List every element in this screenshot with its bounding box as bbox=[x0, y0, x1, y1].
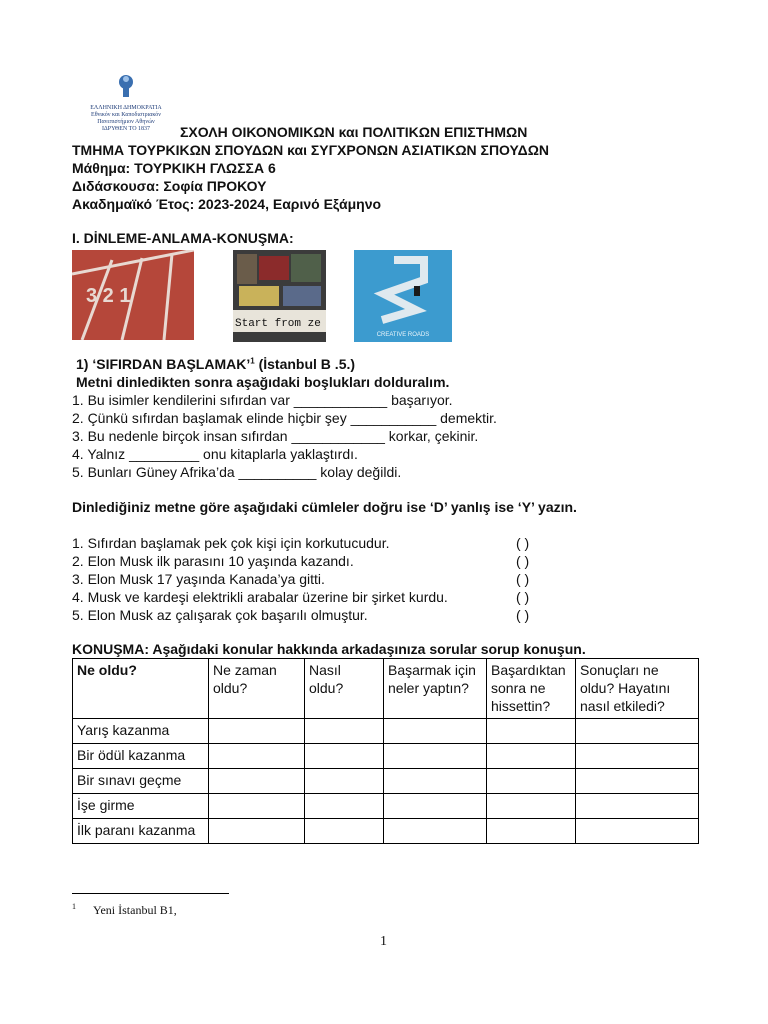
athena-emblem-icon bbox=[72, 70, 180, 100]
table-row bbox=[73, 819, 699, 844]
fill-blank-item: 4. Yalnız _________ onu kitaplarla yaklaştırdı. bbox=[72, 446, 358, 462]
true-false-item: 2. Elon Musk ilk parasını 10 yaşında kazandı. bbox=[72, 553, 354, 569]
answer-cell[interactable] bbox=[305, 819, 384, 844]
track-numbers: 3 2 1 bbox=[86, 285, 131, 307]
graffiti-image bbox=[233, 250, 326, 342]
true-false-item: 4. Musk ve kardeşi elektrikli arabalar üzerine bir şirket kurdu. bbox=[72, 589, 448, 605]
answer-cell[interactable] bbox=[384, 719, 487, 744]
table-header-cell: Başarmak için neler yaptın? bbox=[384, 659, 487, 719]
answer-box[interactable]: ( ) bbox=[516, 553, 530, 569]
logo-text-line: ΙΔΡΥΘΕΝ ΤΟ 1837 bbox=[101, 126, 151, 132]
speaking-instruction: KONUŞMA: Aşağıdaki konular hakkında arkadaşınıza sorular sorup konuşun. bbox=[72, 641, 586, 657]
answer-cell[interactable] bbox=[576, 719, 699, 744]
answer-cell[interactable] bbox=[487, 794, 576, 819]
answer-cell[interactable] bbox=[305, 719, 384, 744]
answer-cell[interactable] bbox=[209, 794, 305, 819]
answer-cell[interactable] bbox=[384, 769, 487, 794]
exercise-instruction: Metni dinledikten sonra aşağıdaki boşlukları dolduralım. bbox=[76, 374, 450, 390]
answer-cell[interactable] bbox=[487, 769, 576, 794]
true-false-item: 3. Elon Musk 17 yaşında Kanada’ya gitti. bbox=[72, 571, 325, 587]
book-caption: CREATIVE ROADS bbox=[376, 332, 430, 338]
footnote-text: Yeni İstanbul B1, bbox=[93, 903, 177, 917]
logo-text-line: Πανεπιστήμιον Αθηνών bbox=[97, 119, 155, 125]
footnote bbox=[72, 902, 177, 918]
table-row bbox=[73, 744, 699, 769]
topic-cell: İşe girme bbox=[73, 794, 209, 819]
table-header-row bbox=[73, 659, 699, 719]
footnote-divider bbox=[72, 893, 229, 894]
answer-cell[interactable] bbox=[305, 769, 384, 794]
table-header-cell: Ne oldu? bbox=[73, 659, 209, 719]
department-name: ΤΜΗΜΑ ΤΟΥΡΚΙΚΩΝ ΣΠΟΥΔΩΝ και ΣΥΓΧΡΟΝΩΝ ΑΣΙΑΤΙΚΩΝ ΣΠΟΥΔΩΝ bbox=[72, 142, 550, 158]
true-false-item: 1. Sıfırdan başlamak pek çok kişi için korkutucudur. bbox=[72, 535, 390, 551]
exercise-title-source: (İstanbul B .5.) bbox=[254, 356, 356, 372]
answer-box[interactable]: ( ) bbox=[516, 607, 530, 623]
footnote-mark: 1 bbox=[72, 902, 76, 911]
university-logo bbox=[72, 70, 180, 132]
table-header-cell: Ne zaman oldu? bbox=[209, 659, 305, 719]
answer-box[interactable]: ( ) bbox=[516, 589, 530, 605]
answer-cell[interactable] bbox=[209, 719, 305, 744]
answer-cell[interactable] bbox=[209, 819, 305, 844]
topic-cell: Bir ödül kazanma bbox=[73, 744, 209, 769]
topic-cell: İlk paranı kazanma bbox=[73, 819, 209, 844]
fill-blank-item: 3. Bu nedenle birçok insan sıfırdan ____________ korkar, çekinir. bbox=[72, 428, 479, 444]
academic-year: Ακαδημαϊκό Έτος: 2023-2024, Εαρινό Εξάμηνο bbox=[72, 196, 382, 212]
answer-box[interactable]: ( ) bbox=[516, 571, 530, 587]
answer-cell[interactable] bbox=[209, 744, 305, 769]
answer-cell[interactable] bbox=[487, 819, 576, 844]
topic-cell: Bir sınavı geçme bbox=[73, 769, 209, 794]
answer-cell[interactable] bbox=[576, 769, 699, 794]
answer-cell[interactable] bbox=[384, 744, 487, 769]
graffiti-caption: Start from ze bbox=[235, 318, 321, 330]
table-header-cell: Sonuçları ne oldu? Hayatını nasıl etkiledi? bbox=[576, 659, 699, 719]
true-false-instruction: Dinlediğiniz metne göre aşağıdaki cümleler doğru ise ‘D’ yanlış ise ‘Y’ yazın. bbox=[72, 499, 577, 515]
answer-box[interactable]: ( ) bbox=[516, 535, 530, 551]
logo-text-line: ΕΛΛΗΝΙΚΗ ΔΗΜΟΚΡΑΤΙΑ bbox=[90, 105, 162, 111]
answer-cell[interactable] bbox=[384, 819, 487, 844]
footnote-reference: 1 bbox=[250, 356, 255, 366]
answer-cell[interactable] bbox=[487, 719, 576, 744]
answer-cell[interactable] bbox=[487, 744, 576, 769]
fill-blank-item: 5. Bunları Güney Afrika’da __________ kolay değildi. bbox=[72, 464, 402, 480]
speaking-table bbox=[72, 658, 699, 844]
true-false-item: 5. Elon Musk az çalışarak çok başarılı olmuştur. bbox=[72, 607, 368, 623]
topic-cell: Yarış kazanma bbox=[73, 719, 209, 744]
exercise-title-main: 1) ‘SIFIRDAN BAŞLAMAK’ bbox=[76, 356, 251, 372]
table-row bbox=[73, 769, 699, 794]
answer-cell[interactable] bbox=[305, 744, 384, 769]
table-header-cell: Nasıl oldu? bbox=[305, 659, 384, 719]
table-row bbox=[73, 719, 699, 744]
fill-blank-item: 1. Bu isimler kendilerini sıfırdan var ____________ başarıyor. bbox=[72, 392, 453, 408]
section-title: I. DİNLEME-ANLAMA-KONUŞMA: bbox=[72, 230, 294, 246]
answer-cell[interactable] bbox=[305, 794, 384, 819]
school-name: ΣΧΟΛΗ ΟΙΚΟΝΟΜΙΚΩΝ και ΠΟΛΙΤΙΚΩΝ ΕΠΙΣΤΗΜΩΝ bbox=[180, 124, 528, 140]
teacher-name: Διδάσκουσα: Σοφία ΠΡΟΚΟΥ bbox=[72, 178, 267, 194]
course-name: Μάθημα: ΤΟΥΡΚΙΚΗ ΓΛΩΣΣΑ 6 bbox=[72, 160, 276, 176]
answer-cell[interactable] bbox=[576, 744, 699, 769]
page-number: 1 bbox=[380, 934, 387, 949]
answer-cell[interactable] bbox=[384, 794, 487, 819]
answer-cell[interactable] bbox=[209, 769, 305, 794]
answer-cell[interactable] bbox=[576, 819, 699, 844]
running-track-image bbox=[72, 250, 194, 340]
logo-text-line: Εθνικόν και Καποδιστριακόν bbox=[91, 112, 161, 118]
creative-roads-image bbox=[354, 250, 452, 342]
table-row bbox=[73, 794, 699, 819]
exercise-title bbox=[76, 356, 355, 372]
answer-cell[interactable] bbox=[576, 794, 699, 819]
table-header-cell: Başardıktan sonra ne hissettin? bbox=[487, 659, 576, 719]
fill-blank-item: 2. Çünkü sıfırdan başlamak elinde hiçbir şey ___________ demektir. bbox=[72, 410, 497, 426]
